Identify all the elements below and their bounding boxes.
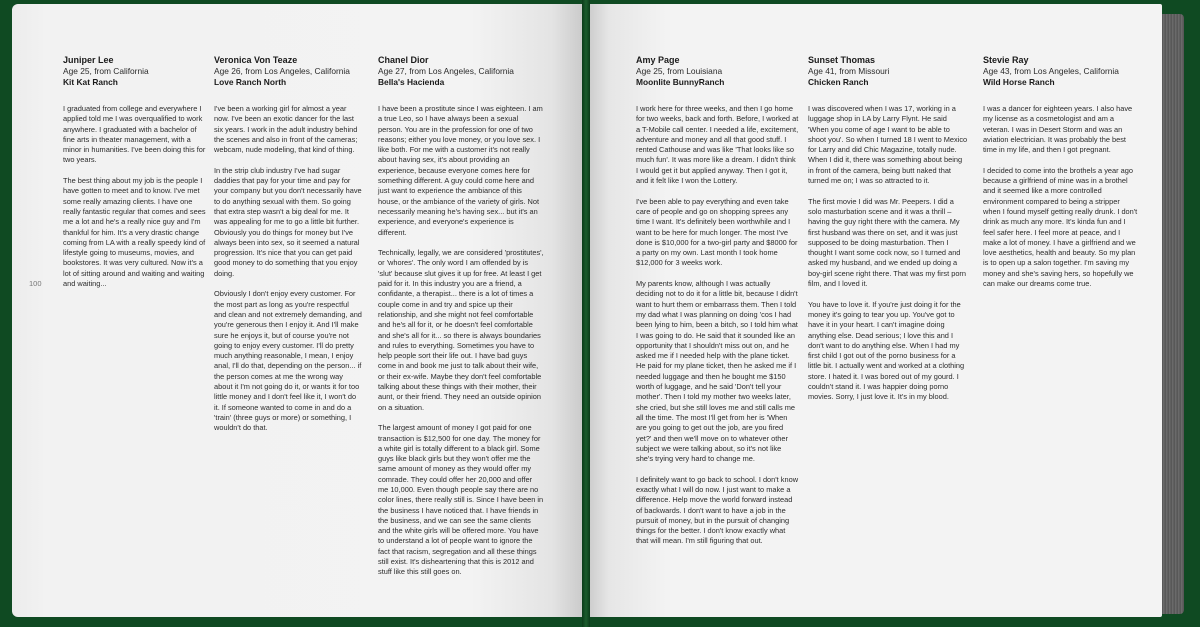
profile-age: Age 26, from Los Angeles, California	[214, 66, 350, 76]
profile-age: Age 43, from Los Angeles, California	[983, 66, 1119, 76]
paragraph: I work here for three weeks, and then I go home for two weeks, back and forth. Before, I worked at a T-Mobile call center. I needed a life, excitement, adventure and money and all that good stuff. I rented Cathouse and was like 'That looks like so much fun'. It was more like a dream. I didn't think I would get it but applied anyway. Then I got it, and it felt like I won the Lottery.	[636, 104, 799, 186]
profile-age: Age 27, from Los Angeles, California	[378, 66, 514, 76]
paragraph: I have been a prostitute since I was eighteen. I am a true Leo, so I have always been a sexual person. You are in the profession for one of two reasons; either you love money, or you love sex. I like both. For me with a customer it's not really about having sex, it's about providing an experience, because everyone comes here for something different. A guy could come here and just want to experience the ambiance of this house, or the ambiance of the variety of girls. Not necessarily meaning he's having sex... but it's an experience, and everyone's experience is different.	[378, 104, 543, 237]
paragraph: I graduated from college and everywhere I applied told me I was overqualified to work anywhere. I graduated with a bachelor of fine arts in theater management, with a minor in humanities. I've been doing this for two years.	[63, 104, 206, 165]
left-page	[12, 4, 586, 617]
page-number: 100	[29, 279, 42, 288]
paragraph: My parents know, although I was actually deciding not to do it for a little bit, because I didn't want to hurt them or embarrass them. Then I told my dad what I was planning on doing 'cos I had been lying to him, been a bitch, so I told him what I was going to do. He said that it sounded like an opportunity that I shouldn't miss out on, and he asked me if I needed help with the plane ticket. He paid for my plane ticket, then he asked me if I needed luggage and then he bought me $150 worth of luggage, and he said 'Don't tell your mother'. Then I told my mother two weeks later, she cried, but she still loves me and still calls me all the time. The most I'll get from her is 'When are you going to get out the job, are you fired yet?' and then we'll move on to whatever other subject we were talking about, so it's not like she's trying very hard to change me.	[636, 279, 798, 464]
profile-name: Sunset Thomas	[808, 55, 876, 65]
paragraph: I was discovered when I was 17, working in a luggage shop in LA by Larry Flynt. He said 'When you come of age I want to be able to shoot you'. So when I turned 18 I went to Mexico for Larry and did Chic Magazine, totally nude. When I did it, there was something about being in front of the camera, being butt naked that turned me on; I was so attracted to it.	[808, 104, 968, 186]
profile-age: Age 25, from California	[63, 66, 149, 76]
profile-column-amy-page	[636, 55, 799, 557]
profile-ranch: Kit Kat Ranch	[63, 77, 118, 87]
profile-name: Veronica Von Teaze	[214, 55, 298, 65]
paragraph: I was a dancer for eighteen years. I also have my license as a cosmetologist and am a veteran. I was in Desert Storm and was an aviation electrician. It was probably the best time in my life, and then I got pregnant.	[983, 104, 1133, 155]
profile-age: Age 25, from Louisiana	[636, 66, 723, 76]
right-page	[586, 4, 1162, 617]
profile-ranch: Chicken Ranch	[808, 77, 869, 87]
profile-column-stevie-ray	[983, 55, 1139, 300]
paragraph: I definitely want to go back to school. I don't know exactly what I will do now. I just want to make a difference. Help move the world forward instead of backwards. I don't want to have a job in the pursuit of money, but in the pursuit of changing things for the better. I don't know exactly what that will mean. I'm still figuring that out.	[636, 474, 799, 546]
profile-ranch: Love Ranch North	[214, 77, 287, 87]
profile-name: Amy Page	[636, 55, 680, 65]
profile-ranch: Wild Horse Ranch	[983, 77, 1055, 87]
paragraph: In the strip club industry I've had sugar daddies that pay for your time and pay for your company but you don't necessarily have to do anything sexual with them. So going that extra step wasn't a big deal for me. It was appealing for me to go a little bit further. Obviously you do things for money but I've always been into sex, so it seemed a natural progression. It's nice that you can get paid good money to do something that you enjoy doing.	[214, 165, 362, 278]
profile-age: Age 41, from Missouri	[808, 66, 890, 76]
profile-column-veronica-von-teaze	[214, 55, 362, 444]
profile-column-sunset-thomas	[808, 55, 968, 413]
page-edges	[1160, 14, 1184, 614]
profile-column-juniper-lee	[63, 55, 207, 300]
paragraph: You have to love it. If you're just doing it for the money it's going to tear you up. You've got to have it in your heart. I can't imagine doing anything else. Dead serious; I love this and I don't want to do anything else. When I had my first child I got out of the porno business for a little bit. I actually went and worked at a clothing store. I hated it. I was bored out of my gourd. I couldn't stand it. I was happier doing porno movies. Sorry, I just love it. It's in my blood.	[808, 299, 965, 402]
paragraph: Obviously I don't enjoy every customer. For the most part as long as you're respectful and clean and not extremely demanding, and you're generous then I enjoy it. And I'll make sure he enjoys it, but of course you're not going to enjoy every customer. I'll do pretty much anything reasonable, I mean, I enjoy anal, I'll do that, depending on the person... if the person comes at me the wrong way about it I'm not going do it, or wants it for too little money and I don't feel like it, I won't do it. If someone wanted to come in and do a 'train' (three guys or more) or something, I wouldn't do that.	[214, 289, 362, 433]
paragraph: I decided to come into the brothels a year ago because a girlfriend of mine was in a brothel and it seemed like a more controlled environment compared to being a stripper when I found myself getting really drunk. I don't drink as much any more. It's kinda fun and I feel safer here. I feel more at peace, and I make a lot of money. I have a girlfriend and we love aesthetics, health and beauty. So my plan is to open up a salon together. I'm saving my money and she's saving hers, so hopefully we can make our dreams come true.	[983, 165, 1138, 289]
profile-name: Chanel Dior	[378, 55, 429, 65]
paragraph: I've been a working girl for almost a year now. I've been an exotic dancer for the last six years. I work in the adult industry behind the scenes and also in front of the cameras; webcam, nude modeling, that kind of thing.	[214, 104, 358, 155]
paragraph: Technically, legally, we are considered 'prostitutes', or 'whores'. The only word I am offended by is 'slut' because slut gives it up for free. At least I get paid for it. In this industry you are a friend, a confidante, a therapist... there is a lot of times a couple come in and try and spice up their relationship, and she might not feel comfortable and he's all for it, or he doesn't feel comfortable and she's all for it... so there is always boundaries and rules to everything. Sometimes you have to help people sort their life out. I have bad guys come in and book me just to talk about their wife, or their ex-wife. Maybe they don't feel comfortable talking about these things with their mother, their aunt, or their friend. They need an outside opinion on a situation.	[378, 248, 544, 412]
paragraph: The largest amount of money I got paid for one transaction is $12,500 for one day. The money for a white girl is totally different to a black girl. Some guys like black girls but they won't offer me the same amount of money as they would offer my comrade. They could offer her 20,000 and offer me 10,000. Even though people say there are no color lines, there really still is. Since I have been in the business I have noticed that. I have friends in the business, and we can see the same clients and the white girls will be offered more. You have to understand a lot of people want to ignore the fact that racism, segregation and all these things still exist. It's disheartening that this is 2012 and stuff like this still goes on.	[378, 423, 544, 577]
paragraph: The best thing about my job is the people I have gotten to meet and to know. I've met some really amazing clients. I have one really fantastic regular that comes and sees me a lot and he's a really nice guy and I'm thankful for him. It's a very drastic change coming from LA with a really speedy kind of lifestyle going to museums, movies, and bookstores. It was very cultured. Now it's a lot of sitting around and waiting and waiting and waiting...	[63, 176, 206, 289]
profile-name: Stevie Ray	[983, 55, 1029, 65]
book-spine	[582, 0, 590, 627]
paragraph: I've been able to pay everything and even take care of people and go on shopping sprees any time I want. It's definitely been worthwhile and I want to be here for much longer. The most I've done is $10,000 for a two-girl party and $8000 for a party on my own. Last month I took home $12,000 for 3 weeks work.	[636, 196, 798, 268]
paragraph: The first movie I did was Mr. Peepers. I did a solo masturbation scene and it was a thrill – having the guy right there with the camera. My first husband was there on set, and it was just supposed to be doing masturbation. Then I thought I want some cock now, so I turned and asked my husband, and we ended up doing a boy-girl scene right there. That was my first porn film, and I loved it.	[808, 196, 967, 289]
profile-ranch: Bella's Hacienda	[378, 77, 445, 87]
profile-ranch: Moonlite BunnyRanch	[636, 77, 725, 87]
profile-column-chanel-dior	[378, 55, 544, 588]
profile-name: Juniper Lee	[63, 55, 114, 65]
